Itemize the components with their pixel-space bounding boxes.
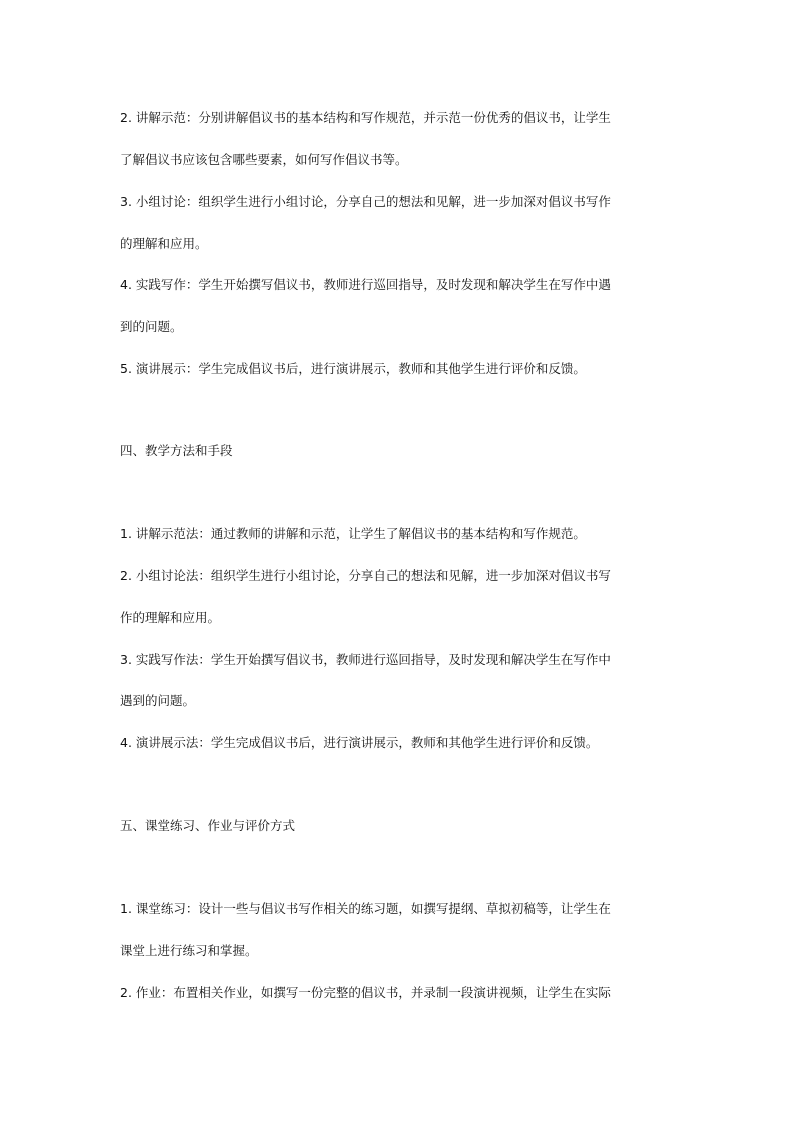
paragraph-line: 课堂上进行练习和掌握。 <box>120 943 258 958</box>
section-5-heading: 五、课堂练习、作业与评价方式 <box>120 818 296 833</box>
paragraph-line: 作的理解和应用。 <box>120 610 221 625</box>
paragraph-line: 1. 讲解示范法：通过教师的讲解和示范，让学生了解倡议书的基本结构和写作规范。 <box>120 526 586 541</box>
paragraph-line: 4. 演讲展示法：学生完成倡议书后，进行演讲展示，教师和其他学生进行评价和反馈。 <box>120 735 599 750</box>
section-4-heading: 四、教学方法和手段 <box>120 443 233 458</box>
paragraph-line: 1. 课堂练习：设计一些与倡议书写作相关的练习题，如撰写提纲、草拟初稿等，让学生在 <box>120 901 611 916</box>
paragraph-line: 的理解和应用。 <box>120 236 208 251</box>
paragraph-line: 4. 实践写作：学生开始撰写倡议书，教师进行巡回指导，及时发现和解决学生在写作中遇 <box>120 277 611 292</box>
paragraph-line: 3. 小组讨论：组织学生进行小组讨论，分享自己的想法和见解，进一步加深对倡议书写作 <box>120 194 611 209</box>
paragraph-line: 遇到的问题。 <box>120 693 196 708</box>
paragraph-line: 5. 演讲展示：学生完成倡议书后，进行演讲展示，教师和其他学生进行评价和反馈。 <box>120 361 586 376</box>
paragraph-line: 2. 作业：布置相关作业，如撰写一份完整的倡议书，并录制一段演讲视频，让学生在实际 <box>120 985 611 1000</box>
paragraph-line: 到的问题。 <box>120 319 183 334</box>
paragraph-line: 2. 小组讨论法：组织学生进行小组讨论，分享自己的想法和见解，进一步加深对倡议书写 <box>120 568 611 583</box>
paragraph-line: 2. 讲解示范：分别讲解倡议书的基本结构和写作规范，并示范一份优秀的倡议书，让学生 <box>120 110 611 125</box>
paragraph-line: 3. 实践写作法：学生开始撰写倡议书，教师进行巡回指导，及时发现和解决学生在写作中 <box>120 652 611 667</box>
paragraph-line: 了解倡议书应该包含哪些要素，如何写作倡议书等。 <box>120 152 408 167</box>
